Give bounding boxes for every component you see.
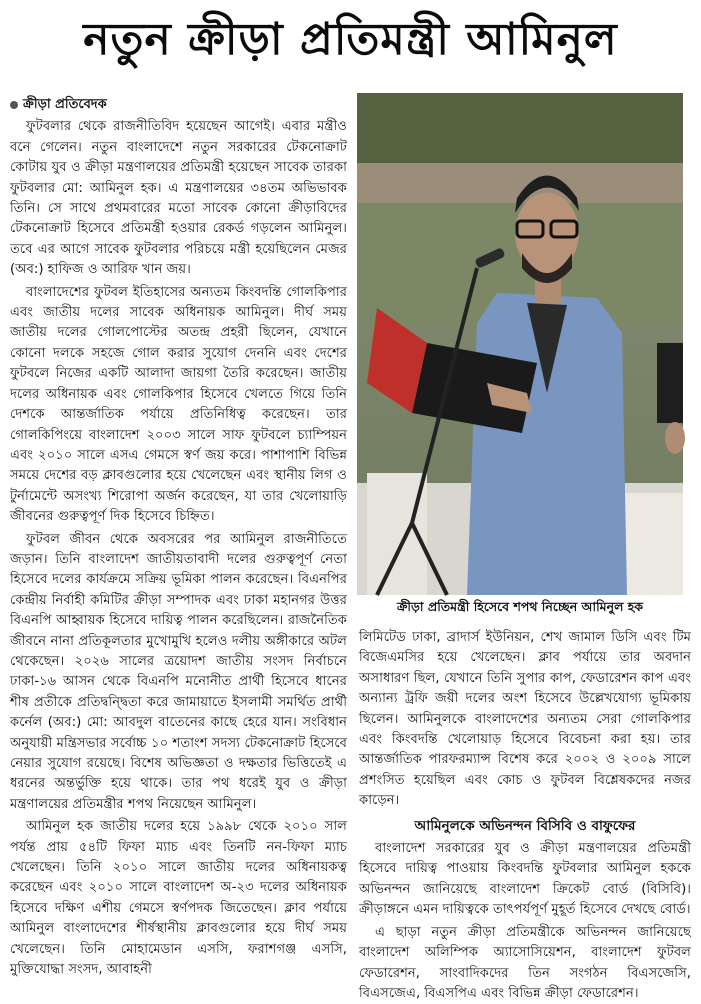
oath-photo-illustration xyxy=(357,93,683,595)
paragraph: আমিনুল হক জাতীয় দলের হয়ে ১৯৯৮ থেকে ২০১০ সাল পর্যন্ত প্রায় ৫৪টি ফিফা ম্যাচ এবং তিনটি নন-ফিফা ম্যাচ খেলেছেন। তিনি ২০১০ সালে জাতীয় দলের অধিনায়কত্ব করেছেন এবং ২০১০ সালে বাংলাদেশ অ-২৩ দলের অধিনায়ক হিসেবে দক্ষিণ এশীয় গেমসে স্বর্ণপদক জিতেছেন। ক্লাব পর্যায়ে আমিনুল বাংলাদেশের শীর্ষস্থানীয় ক্লাবগুলোর হয়ে দীর্ঘ সময় খেলেছেন। তিনি মোহামেডান এসসি, ফরাশগঞ্জ এসসি, মুক্তিযোদ্ধা সংসদ, আবাহনী xyxy=(10,819,347,978)
paragraph-continued: লিমিটেড ঢাকা, ব্রাদার্স ইউনিয়ন, শেখ জামাল ডিসি এবং টিম বিজেএমসির হয়ে খেলেছেন। ক্লাব পর্যায়ে তার অবদান অসাধারণ ছিল, যেখানে তিনি সুপার কাপ, ফেডারেশন কাপ এবং অন্যান্য ট্রফি জয়ী দলের অংশ হিসেবে উল্লেখযোগ্য ভূমিকায় ছিলেন। আমিনুলকে বাংলাদেশের অন্যতম সেরা গোলকিপার এবং কিংবদন্তি খেলোয়াড় হিসেবে বিবেচনা করা হয়। তার আন্তর্জাতিক পারফরম্যান্স বিশেষ করে ২০০২ ও ২০০৯ সালে প্রশংসিত হয়েছিল এবং কোচ ও ফুটবল বিশ্লেষকদের নজর কাড়েন। xyxy=(359,630,691,809)
article-column-right xyxy=(359,628,691,1001)
paragraph: ফুটবলার থেকে রাজনীতিবিদ হয়েছেন আগেই। এবার মন্ত্রীও বনে গেলেন। নতুন বাংলাদেশে নতুন সরকারের টেকনোক্রাট কোটায় যুব ও ক্রীড়া মন্ত্রণালয়ের প্রতিমন্ত্রী হয়েছেন সাবেক তারকা ফুটবলার মো: আমিনুল হক। এ মন্ত্রণালয়ের ৩৪তম অভিভাবক তিনি। সে সাথে প্রথমবারের মতো সাবেক কোনো ক্রীড়াবিদের টেকনোক্রাট হিসেবে প্রতিমন্ত্রী হওয়ার রেকর্ড গড়লেন আমিনুল। তবে এর আগে সাবেক ফুটবলার পরিচয়ে মন্ত্রী হয়েছিলেন মেজর (অব:) হাফিজ ও আরিফ খান জয়। xyxy=(10,119,347,278)
byline xyxy=(10,95,347,115)
headline: নতুন ক্রীড়া প্রতিমন্ত্রী আমিনুল xyxy=(83,13,618,65)
paragraph: এ ছাড়া নতুন ক্রীড়া প্রতিমন্ত্রীকে অভিনন্দন জানিয়েছে বাংলাদেশ অলিম্পিক অ্যাসোসিয়েশন, বাংলাদেশ ফুটবল ফেডারেশন, সাংবাদিকদের তিন সংগঠন বিএসজেসি, বিএসজেএ, বিএসপিএ এবং বিভিন্ন ক্রীড়া ফেডারেশন। xyxy=(359,924,691,1001)
subheading: আমিনুলকে অভিনন্দন বিসিবি ও বাফুফের xyxy=(414,817,636,834)
byline-text: ক্রীড়া প্রতিবেদক xyxy=(23,97,107,112)
paragraph: বাংলাদেশের ফুটবল ইতিহাসের অন্যতম কিংবদন্তি গোলকিপার এবং জাতীয় দলের সাবেক অধিনায়ক আমিনুল। দীর্ঘ সময় জাতীয় দলের গোলপোস্টের অতন্দ্র প্রহরী ছিলেন, যেখানে কোনো দলকে সহজে গোল করার সুযোগ দেননি এবং দেশের ফুটবলে নিজের একটি আলাদা জায়গা তৈরি করেছেন। জাতীয় দলের অধিনায়ক এবং গোলকিপার হিসেবে খেলতে গিয়ে তিনি দেশকে আন্তর্জাতিক পর্যায়ে প্রতিনিধিত্ব করেছেন। তার গোলকিপিংয়ে বাংলাদেশ ২০০৩ সালে সাফ ফুটবলে চ্যাম্পিয়ন এবং ২০১০ সালে এসএ গেমসে স্বর্ণ জয় করে। পাশাপাশি বিভিন্ন সময়ে দেশের বড় ক্লাবগুলোর হয়ে খেলেছেন এবং স্থানীয় লিগ ও টুর্নামেন্টে অসংখ্য শিরোপা অর্জন করেছেন, যা তার খেলোয়াড়ি জীবনের গুরুত্বপূর্ণ দিক হিসেবে চিহ্নিত। xyxy=(10,284,347,525)
photo-caption: ক্রীড়া প্রতিমন্ত্রী হিসেবে শপথ নিচ্ছেন আমিনুল হক xyxy=(396,599,644,614)
news-photo xyxy=(357,93,683,595)
paragraph: বাংলাদেশ সরকারের যুব ও ক্রীড়া মন্ত্রণালয়ের প্রতিমন্ত্রী হিসেবে দায়িত্ব পাওয়ায় কিংবদন্তি ফুটবলার আমিনুল হককে অভিনন্দন জানিয়েছে বাংলাদেশ ক্রিকেট বোর্ড (বিসিবি)। ক্রীড়াঙ্গনে এমন দায়িত্বকে তাৎপর্যপূর্ণ মুহূর্ত হিসেবে দেখছে বোর্ড। xyxy=(359,841,691,918)
bullet-icon xyxy=(10,101,18,109)
article-column-left xyxy=(10,95,347,995)
paragraph: ফুটবল জীবন থেকে অবসরের পর আমিনুল রাজনীতিতে জড়ান। তিনি বাংলাদেশ জাতীয়তাবাদী দলের গুরুত্বপূর্ণ নেতা হিসেবে দলের কার্যক্রমে সক্রিয় ভূমিকা পালন করেছেন। বিএনপির কেন্দ্রীয় নির্বাহী কমিটির ক্রীড়া সম্পাদক এবং ঢাকা মহানগর উত্তর বিএনপি আহ্বায়ক হিসেবে দায়িত্ব পালন করেছিলেন। রাজনৈতিক জীবনে নানা প্রতিকূলতার মুখোমুখি হলেও দলীয় অঙ্গীকারে অটল থেকেছেন। ২০২৬ সালের ত্রয়োদশ জাতীয় সংসদ নির্বাচনে ঢাকা-১৬ আসন থেকে বিএনপি মনোনীত প্রার্থী হিসেবে ধানের শীষ প্রতীকে প্রতিদ্বন্দ্বিতা করে জামায়াতে ইসলামী সমর্থিত প্রার্থী কর্নেল (অব:) মো: আবদুল বাতেনের কাছে হেরে যান। সংবিধান অনুযায়ী মন্ত্রিসভার সর্বোচ্চ ১০ শতাংশ সদস্য টেকনোক্রাট হিসেবে নেয়ার সুযোগ রয়েছে। বিশেষ অভিজ্ঞতা ও দক্ষতার ভিত্তিতেই এ ধরনের অন্তর্ভুক্তি হয়ে থাকে। তার পথ ধরেই যুব ও ক্রীড়া মন্ত্রণালয়ের প্রতিমন্ত্রীর শপথ নিয়েছেন আমিনুল। xyxy=(10,531,347,812)
